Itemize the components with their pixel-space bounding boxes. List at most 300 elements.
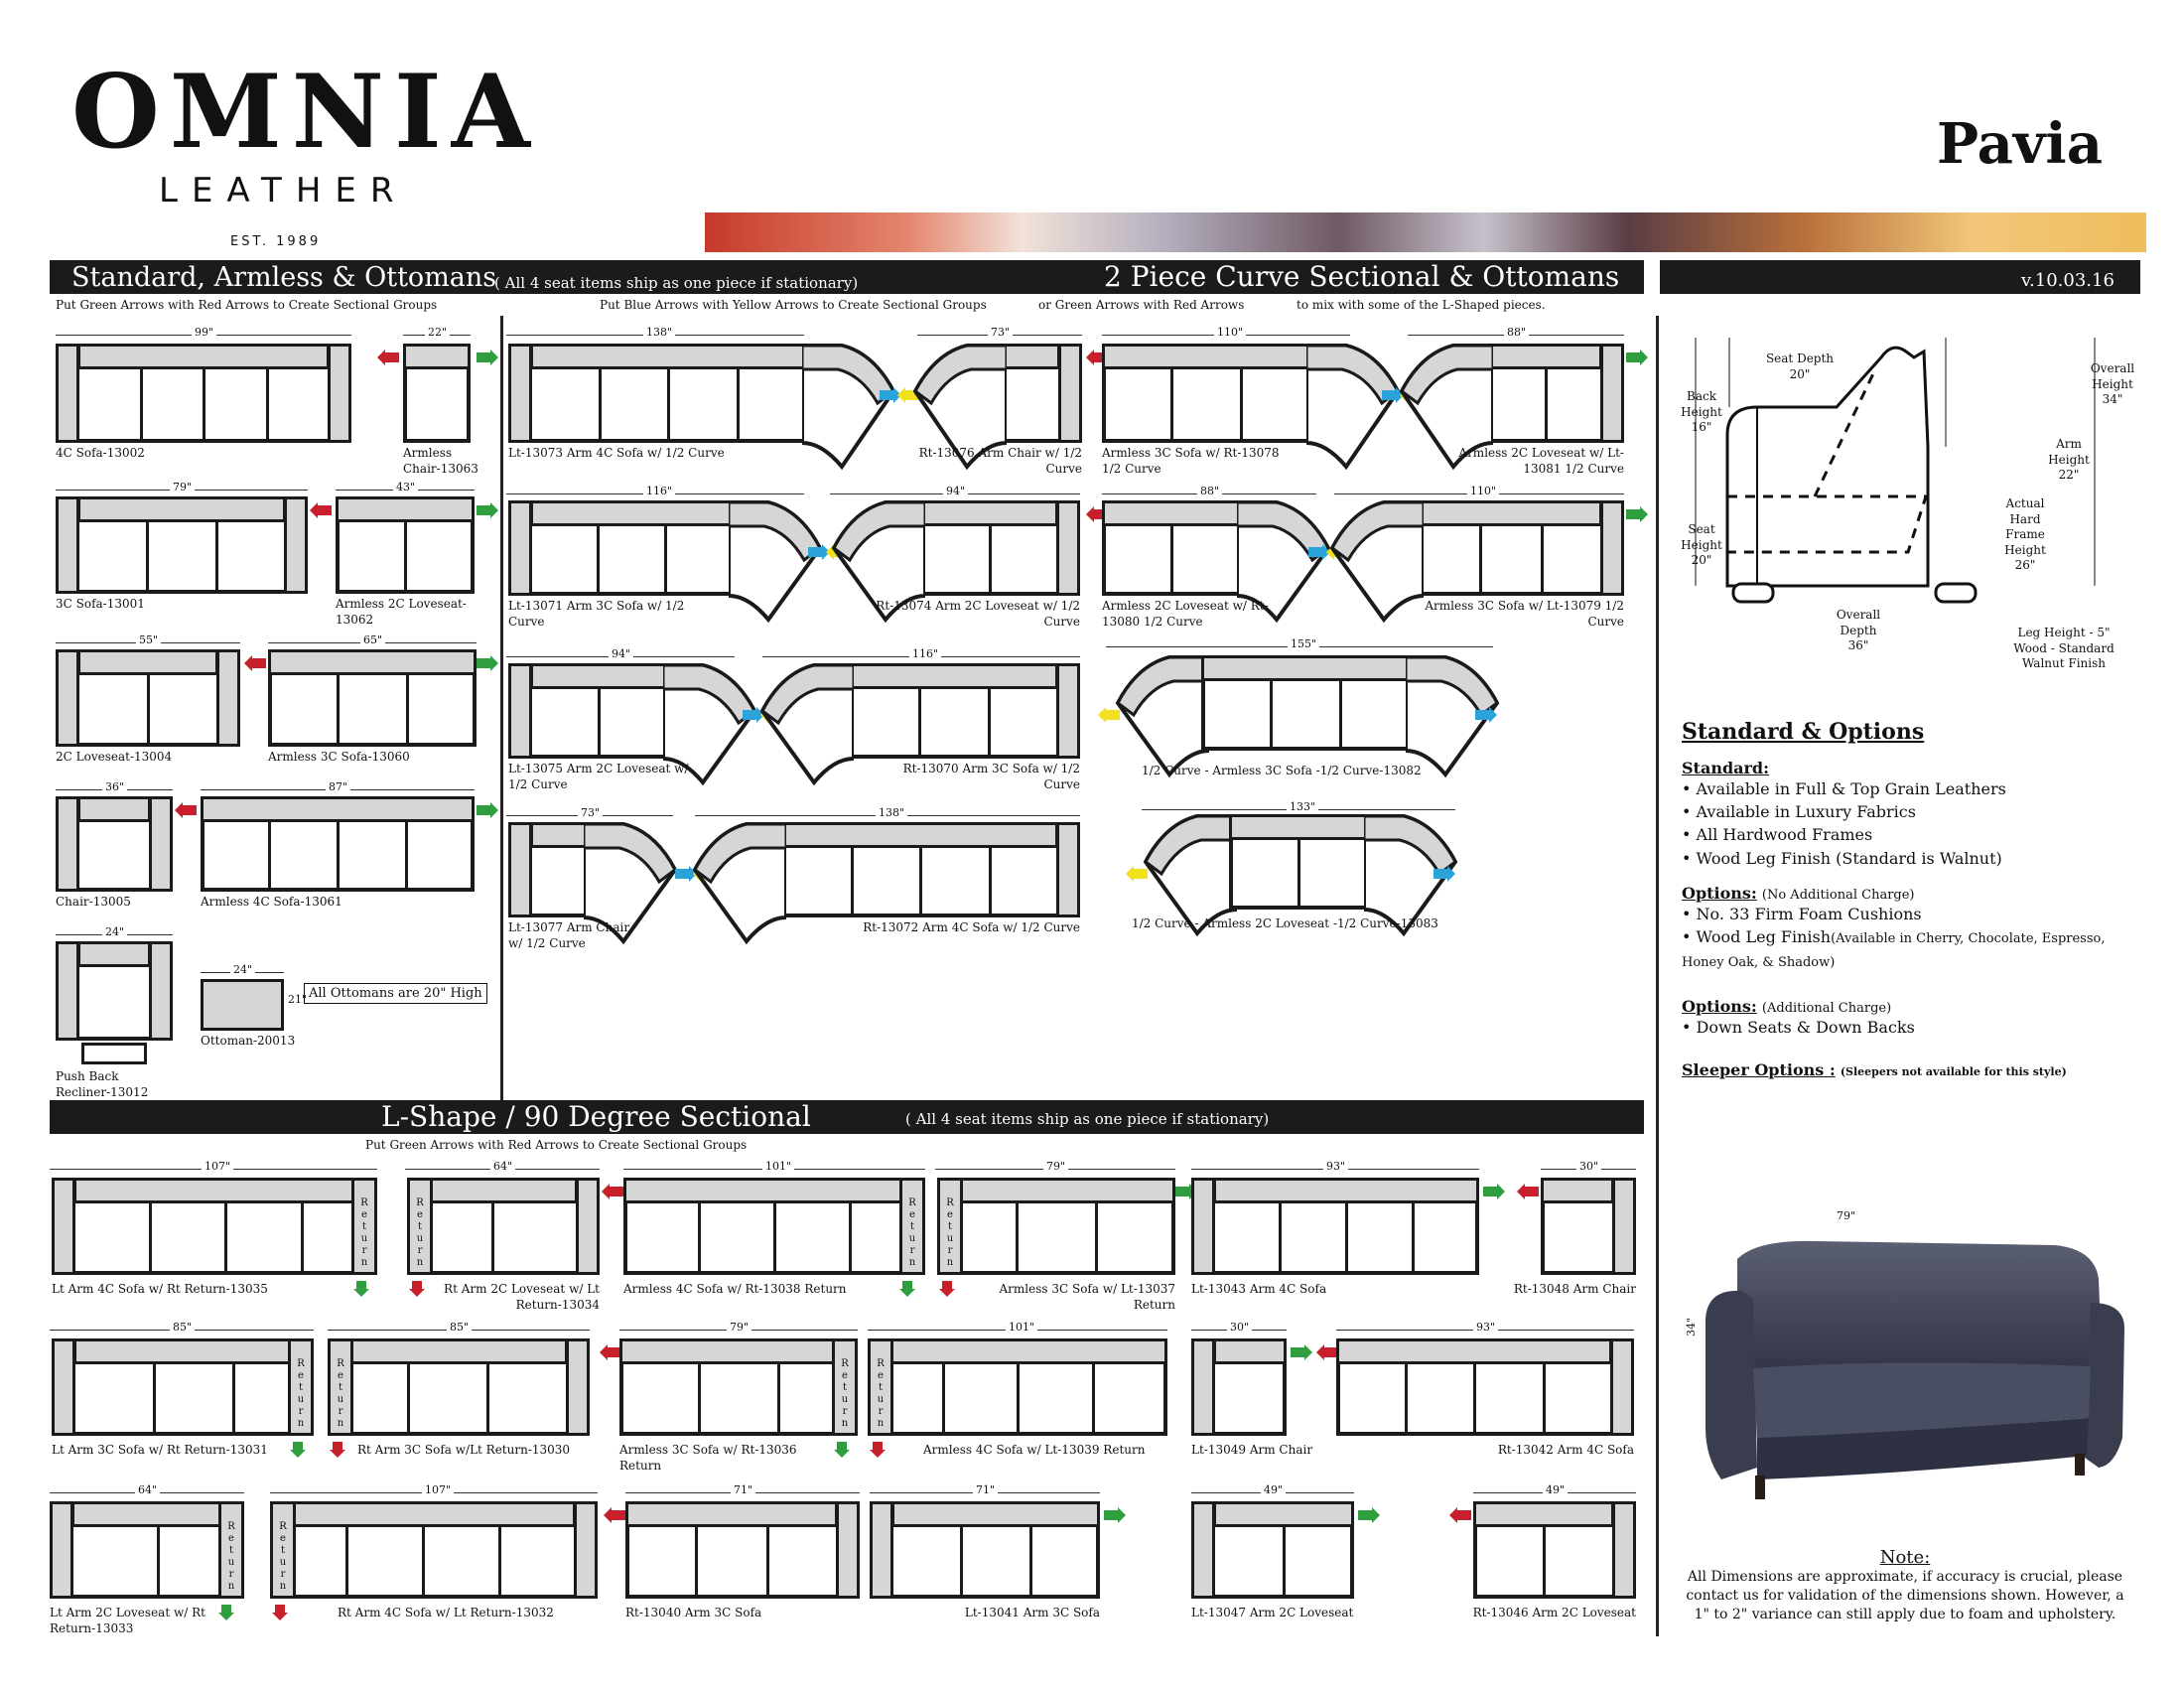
curve-section [1324, 500, 1424, 626]
dimension-label: 101" [762, 1160, 794, 1173]
dimension-label: 64" [490, 1160, 515, 1173]
seat-divider [1339, 679, 1342, 747]
backrest [625, 1501, 838, 1527]
sofa-drawing [1191, 1501, 1354, 1599]
seat-divider [1017, 1362, 1020, 1432]
seat-divider [405, 820, 408, 888]
seat-divider [301, 1201, 304, 1271]
arm-left [50, 1501, 73, 1599]
dimension-label: 43" [393, 481, 418, 493]
options-item-2: • Wood Leg Finish(Available in Cherry, Chocolate, Espresso, Honey Oak, & Shadow) [1682, 926, 2106, 970]
sofa-drawing [1102, 500, 1241, 596]
piece-label: Lt-13077 Arm Chair w/ 1/2 Curve [508, 920, 630, 951]
seat-divider [1016, 1201, 1019, 1271]
brand-sub: LEATHER [159, 171, 408, 211]
dimension-label: 101" [1006, 1321, 1037, 1334]
sofa-drawing [1191, 1178, 1479, 1275]
arm-right [1610, 1338, 1634, 1436]
backrest [530, 500, 733, 526]
seat-divider [147, 673, 150, 743]
seat-divider [664, 524, 667, 592]
sofa-drawing [50, 1501, 244, 1599]
sofa-drawing [508, 822, 588, 917]
arm-left [508, 344, 532, 443]
sofa-drawing [870, 1501, 1100, 1599]
seat-divider [989, 524, 992, 592]
options-item-2-note: (Available in Cherry, Chocolate, Espresso, Honey Oak, & Shadow) [1682, 930, 2106, 970]
paid-item-1-text: Down Seats & Down Backs [1696, 1017, 1915, 1037]
piece-label: Rt-13046 Arm 2C Loveseat [1472, 1606, 1636, 1619]
dimension-label: 79" [727, 1321, 751, 1334]
sofa-drawing [1336, 1338, 1634, 1436]
seat-divider [140, 367, 143, 439]
piece-label: Rt-13074 Arm 2C Loveseat w/ 1/2 Curve [876, 599, 1080, 630]
arm-right [836, 1501, 860, 1599]
green-arrow-icon [477, 802, 498, 818]
return-label: R e t u r n [337, 1358, 344, 1429]
dimension-label: 88" [1504, 326, 1529, 339]
backrest [201, 796, 475, 822]
sofa-drawing [56, 344, 351, 443]
dimension-label: 30" [1576, 1160, 1601, 1173]
arm-left [1191, 1178, 1215, 1275]
ottoman-note: All Ottomans are 20" High [304, 983, 487, 1004]
backrest [1102, 344, 1310, 369]
backrest [1473, 1501, 1614, 1527]
return-label: R e t u r n [360, 1197, 368, 1268]
dimension-label: 73" [578, 806, 603, 819]
backrest [1213, 1338, 1287, 1364]
piece-label: Armless 3C Sofa w/ Lt-13079 1/2 Curve [1425, 599, 1624, 630]
backrest [77, 496, 286, 522]
arm-right [1056, 500, 1080, 596]
backrest [921, 500, 1058, 526]
dimension-label: 93" [1323, 1160, 1348, 1173]
backrest [1336, 1338, 1612, 1364]
seat-divider [224, 1201, 227, 1271]
standard-item: • Wood Leg Finish (Standard is Walnut) [1682, 848, 2002, 868]
features-panel [1682, 719, 2128, 1079]
arm-right [576, 1178, 600, 1275]
seat-divider [1095, 1201, 1098, 1271]
sofa-drawing [56, 796, 173, 892]
piece-label: Push Back Recliner-13012 [56, 1069, 149, 1100]
seat-divider [268, 820, 271, 888]
sofa-drawing [623, 1178, 925, 1275]
backrest [1420, 500, 1602, 526]
arm-left [1191, 1501, 1215, 1599]
backrest [77, 941, 151, 967]
red-arrow-icon [600, 1344, 621, 1360]
backrest [850, 663, 1058, 689]
paid-options-heading: Options: [1682, 996, 1757, 1016]
lshape-section-title: L-Shape / 90 Degree Sectional [381, 1100, 811, 1133]
piece-label: 1/2 Curve - Armless 2C Loveseat -1/2 Curve-13083 [1132, 916, 1438, 930]
dimension-label: 93" [1473, 1321, 1498, 1334]
arm-right [1056, 663, 1080, 759]
piece-label: Armless 2C Loveseat w/ Lt-13081 1/2 Curve [1458, 446, 1624, 477]
arm-left [56, 649, 79, 747]
seat-divider [1283, 1525, 1286, 1595]
sofa-drawing [625, 1501, 860, 1599]
dimension-label: 24" [230, 963, 255, 976]
arm-right [1058, 344, 1082, 443]
sofa-drawing [508, 663, 667, 759]
return-label: R e t u r n [841, 1358, 849, 1429]
red-arrow-icon [1449, 1507, 1471, 1523]
green-arrow-icon [353, 1281, 375, 1297]
backrest [270, 1501, 576, 1527]
seat-divider [337, 673, 340, 743]
piece-label: 4C Sofa-13002 [56, 446, 145, 460]
options-sub: (No Additional Charge) [1761, 887, 1915, 903]
lshape-section-note: ( All 4 seat items ship as one piece if stationary) [905, 1110, 1270, 1128]
paid-options-sub: (Additional Charge) [1761, 1000, 1892, 1016]
dimension-label: 155" [1288, 637, 1319, 650]
backrest [623, 1178, 925, 1203]
sofa-photo [1698, 1219, 2130, 1507]
dimension-label: 107" [202, 1160, 233, 1173]
seat-divider [1473, 1362, 1476, 1432]
dimension-label: 107" [422, 1483, 454, 1496]
arm-left [508, 500, 532, 596]
curve-section [1306, 344, 1406, 473]
arm-right [284, 496, 308, 594]
seat-divider [942, 1362, 945, 1432]
arm-left [56, 344, 79, 443]
footnote-text: All Dimensions are approximate, if accuracy is crucial, please contact us for validation of the dimensions shown. However, a 1" to 2" variance can still apply due to foam and upholstery. [1686, 1569, 2124, 1622]
arm-height-label: Arm Height 22" [2048, 437, 2090, 483]
red-arrow-icon [330, 1442, 351, 1458]
arm-right [1056, 822, 1080, 917]
arm-left [52, 1338, 75, 1436]
arm-right [1612, 1501, 1636, 1599]
sofa-drawing [328, 1338, 590, 1436]
green-arrow-icon [477, 350, 498, 365]
piece-label: Ottoman-20013 [201, 1034, 296, 1048]
piece-label: Lt-13043 Arm 4C Sofa [1191, 1282, 1327, 1296]
seat-divider [153, 1362, 156, 1432]
sofa-drawing [56, 496, 308, 594]
connector-arrow-icon [1126, 866, 1148, 882]
options-item-1: • No. 33 Firm Foam Cushions [1682, 904, 1922, 923]
arm-left [1191, 1338, 1215, 1436]
dimension-label: 49" [1261, 1483, 1286, 1496]
sofa-drawing [1191, 1338, 1287, 1436]
red-arrow-icon [377, 350, 399, 365]
paid-item-1: • Down Seats & Down Backs [1682, 1017, 1915, 1037]
brand-est: EST. 1989 [230, 234, 322, 249]
green-arrow-icon [899, 1281, 921, 1297]
piece-label: Lt Arm 2C Loveseat w/ Rt Return-13033 [50, 1606, 205, 1636]
dimension-label: 116" [643, 485, 675, 497]
ottoman-depth-label: 21" [288, 993, 308, 1006]
sofa-drawing [782, 822, 1080, 917]
seat-divider [266, 367, 269, 439]
dimension-label: 30" [1227, 1321, 1252, 1334]
sofa-drawing [56, 941, 173, 1041]
dimension-label: 138" [876, 806, 907, 819]
sofa-drawing [937, 1178, 1175, 1275]
backrest [1213, 1178, 1479, 1203]
seat-divider [1092, 1362, 1095, 1432]
dimension-label: 110" [1467, 485, 1499, 497]
piece-label: Rt-13076 Arm Chair w/ 1/2 Curve [918, 446, 1082, 477]
dimension-label: 85" [170, 1321, 195, 1334]
sofa-drawing [508, 344, 806, 443]
standard-section-note: ( All 4 seat items ship as one piece if stationary) [494, 274, 859, 292]
piece-label: Rt Arm 2C Loveseat w/ Lt Return-13034 [444, 1282, 600, 1313]
seat-divider [1270, 679, 1273, 747]
brand-name: OMNIA [71, 53, 540, 172]
backrest [73, 1338, 314, 1364]
red-arrow-icon [602, 1184, 623, 1199]
dimension-label: 71" [731, 1483, 755, 1496]
dimension-label: 87" [326, 780, 350, 793]
piece-label: Chair-13005 [56, 895, 131, 909]
dimension-label: 110" [1214, 326, 1246, 339]
overall-height-label: Overall Height 34" [2090, 361, 2135, 407]
return-label: R e t u r n [416, 1197, 424, 1268]
ottoman [201, 979, 284, 1031]
arm-right [1612, 1178, 1636, 1275]
dimension-label: 85" [447, 1321, 472, 1334]
seat-divider [491, 1201, 494, 1271]
return-label: R e t u r n [946, 1197, 954, 1268]
sofa-drawing [52, 1178, 377, 1275]
seat-divider [737, 367, 740, 439]
sleeper-sub: (Sleepers not available for this style) [1840, 1064, 2067, 1078]
backrest [1102, 500, 1241, 526]
seat-divider [1479, 524, 1482, 592]
sofa-drawing [56, 649, 240, 747]
red-arrow-icon [870, 1442, 891, 1458]
red-arrow-icon [310, 502, 332, 518]
backrest [73, 1178, 377, 1203]
backrest [77, 344, 330, 369]
green-arrow-icon [1626, 350, 1648, 365]
backrest [868, 1338, 1167, 1364]
sofa-drawing [336, 496, 475, 594]
sleeper-heading: Sleeper Options : [1682, 1059, 1836, 1079]
curve-instruction-2: or Green Arrows with Red Arrows [1038, 298, 1245, 312]
seat-divider [777, 1362, 780, 1432]
product-title: Pavia [1937, 111, 2103, 177]
backrest [937, 1178, 1175, 1203]
dimension-label: 64" [135, 1483, 160, 1496]
backrest [1213, 1501, 1354, 1527]
piece-label: Lt-13041 Arm 3C Sofa [964, 1606, 1100, 1619]
seat-divider [1170, 367, 1173, 439]
footnote [1682, 1547, 2128, 1624]
seat-height-label: Seat Height 20" [1681, 522, 1722, 568]
sofa-drawing [270, 1501, 598, 1599]
arm-left [56, 796, 79, 892]
seat-divider [337, 820, 340, 888]
piece-label: Lt Arm 3C Sofa w/ Rt Return-13031 [52, 1443, 268, 1457]
piece-label: Armless Chair-13063 [403, 446, 478, 477]
backrest [403, 344, 471, 369]
connector-arrow-icon [1475, 707, 1497, 723]
return-label: R e t u r n [297, 1358, 305, 1429]
seat-divider [695, 1525, 698, 1595]
standard-item: • All Hardwood Frames [1682, 825, 1873, 845]
piece-label: Lt-13075 Arm 2C Loveseat w/ 1/2 Curve [508, 762, 689, 792]
red-arrow-icon [1517, 1184, 1539, 1199]
leg-label: Leg Height - 5" Wood - Standard Walnut Finish [2013, 626, 2115, 671]
return-label: R e t u r n [908, 1197, 916, 1268]
dimension-label: 73" [988, 326, 1013, 339]
connector-arrow-icon [1433, 866, 1455, 882]
seat-divider [149, 1201, 152, 1271]
seat-divider [498, 1525, 501, 1595]
red-arrow-icon [604, 1507, 625, 1523]
dimension-label: 79" [170, 481, 195, 493]
arm-left [52, 1178, 75, 1275]
red-arrow-icon [272, 1605, 294, 1620]
options-heading: Options: [1682, 883, 1757, 903]
backrest [328, 1338, 568, 1364]
dimension-label: 55" [136, 633, 161, 646]
dimension-label: 79" [1043, 1160, 1068, 1173]
arm-left [56, 941, 79, 1041]
seat-divider [1412, 1201, 1415, 1271]
sofa-drawing [201, 796, 475, 892]
seat-divider [232, 1362, 235, 1432]
green-arrow-icon [477, 502, 498, 518]
seat-divider [597, 524, 600, 592]
piece-label: Lt-13073 Arm 4C Sofa w/ 1/2 Curve [508, 446, 725, 460]
sofa-drawing [850, 663, 1080, 759]
backrest [77, 649, 218, 675]
section-bar-lshape [50, 1100, 1644, 1134]
dimension-label: 24" [102, 925, 127, 938]
arm-right [149, 796, 173, 892]
backrest [530, 822, 588, 848]
dimension-label: 49" [1543, 1483, 1568, 1496]
sofa-drawing [407, 1178, 600, 1275]
seat-divider [203, 367, 205, 439]
backrest [1201, 655, 1410, 681]
green-arrow-icon [1358, 1507, 1380, 1523]
piece-label: Armless 3C Sofa w/ Rt-13036 Return [619, 1443, 797, 1474]
dimension-label: 116" [909, 647, 941, 660]
overall-depth-label: Overall Depth 36" [1836, 608, 1881, 653]
seat-divider [1545, 367, 1548, 439]
backrest [1541, 1178, 1614, 1203]
seat-divider [1543, 1525, 1546, 1595]
dimension-label: 88" [1197, 485, 1222, 497]
standard-item: • Available in Full & Top Grain Leathers [1682, 779, 2006, 798]
backrest [782, 822, 1058, 848]
dimension-label: 36" [102, 780, 127, 793]
recliner-footrest [81, 1043, 147, 1064]
sofa-drawing [921, 500, 1080, 596]
backrest [530, 344, 806, 369]
footnote-head: Note: [1879, 1547, 1931, 1568]
seat-divider [766, 1525, 769, 1595]
red-arrow-icon [939, 1281, 961, 1297]
piece-label: Armless 4C Sofa-13061 [201, 895, 342, 909]
arm-right [149, 941, 173, 1041]
standard-item: • Available in Luxury Fabrics [1682, 802, 1916, 822]
seat-divider [406, 673, 409, 743]
piece-label: 2C Loveseat-13004 [56, 750, 173, 764]
seat-divider [667, 367, 670, 439]
features-title: Standard & Options [1682, 719, 1925, 745]
sofa-drawing [1201, 655, 1410, 751]
return-label: R e t u r n [279, 1521, 287, 1592]
dimension-label: 133" [1287, 800, 1318, 813]
sofa-drawing [1541, 1178, 1636, 1275]
piece-label: Armless 3C Sofa-13060 [268, 750, 410, 764]
return-label: R e t u r n [877, 1358, 885, 1429]
standard-section-title: Standard, Armless & Ottomans [71, 262, 497, 293]
backrest [336, 496, 475, 522]
arm-right [566, 1338, 590, 1436]
green-arrow-icon [477, 655, 498, 671]
standard-list [1682, 777, 2128, 870]
photo-height-label: 34" [1685, 1317, 1699, 1337]
sofa-drawing [268, 649, 477, 747]
piece-label: Rt Arm 4C Sofa w/ Lt Return-13032 [338, 1606, 554, 1619]
backrest [619, 1338, 858, 1364]
seat-depth-label: Seat Depth 20" [1765, 352, 1835, 381]
piece-label: Armless 2C Loveseat w/ Rt-13080 1/2 Curve [1102, 599, 1269, 630]
curve-section [687, 822, 786, 947]
sofa-drawing [1102, 344, 1310, 443]
arm-left [870, 1501, 893, 1599]
piece-label: Rt-13042 Arm 4C Sofa [1497, 1443, 1634, 1457]
options-item-2-text: Wood Leg Finish [1696, 926, 1832, 946]
seat-divider [988, 687, 991, 755]
sofa-drawing [619, 1338, 858, 1436]
sofa-drawing [1229, 814, 1368, 910]
piece-label: Armless 4C Sofa w/ Lt-13039 Return [923, 1443, 1146, 1457]
seat-divider [1541, 524, 1544, 592]
piece-label: Armless 3C Sofa w/ Lt-13037 Return [999, 1282, 1175, 1313]
piece-label: Rt-13040 Arm 3C Sofa [625, 1606, 762, 1619]
seat-divider [1170, 524, 1173, 592]
backrest [1229, 814, 1368, 840]
connector-arrow-icon [1098, 707, 1120, 723]
curve-section [802, 344, 901, 473]
seat-divider [1297, 838, 1300, 906]
return-label: R e t u r n [227, 1521, 235, 1592]
piece-label: Lt-13047 Arm 2C Loveseat [1191, 1606, 1354, 1619]
backrest [1489, 344, 1602, 369]
curve-section [729, 500, 828, 626]
seat-divider [1279, 1201, 1282, 1271]
piece-label: 1/2 Curve - Armless 3C Sofa -1/2 Curve-13082 [1142, 764, 1422, 777]
green-arrow-icon [1483, 1184, 1505, 1199]
arm-left [508, 663, 532, 759]
seat-divider [157, 1525, 160, 1595]
piece-label: Rt-13070 Arm 3C Sofa w/ 1/2 Curve [902, 762, 1080, 792]
curve-section-title: 2 Piece Curve Sectional & Ottomans [1104, 260, 1620, 293]
piece-label: Armless 2C Loveseat-13062 [336, 597, 467, 628]
dimension-label: 99" [192, 326, 216, 339]
curve-instruction: Put Blue Arrows with Yellow Arrows to Create Sectional Groups [600, 298, 987, 312]
curve-instruction-3: to mix with some of the L-Shaped pieces. [1297, 298, 1546, 312]
seat-divider [698, 1362, 701, 1432]
arm-left [56, 496, 79, 594]
arm-right [216, 649, 240, 747]
seat-divider [849, 1201, 852, 1271]
green-arrow-icon [1291, 1344, 1312, 1360]
piece-label: Rt Arm 3C Sofa w/Lt Return-13030 [357, 1443, 571, 1457]
sofa-drawing [1473, 1501, 1636, 1599]
